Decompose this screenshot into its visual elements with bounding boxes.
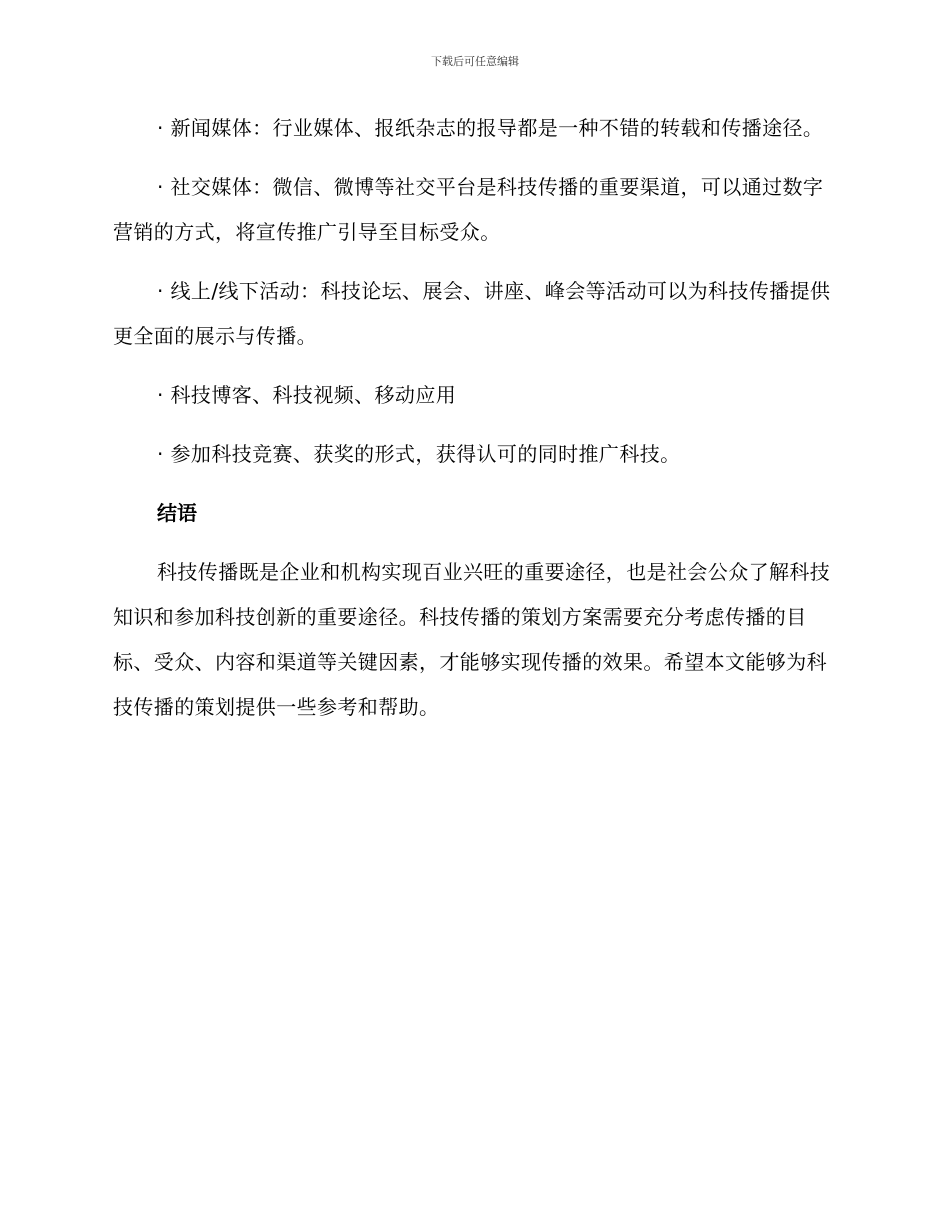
bullet-blogs-videos-apps: · 科技博客、科技视频、移动应用	[157, 383, 457, 407]
conclusion-paragraph: 科技传播既是企业和机构实现百业兴旺的重要途径，也是社会公众了解科技知识和参加科技创新的重要途径。科技传播的策划方案需要充分考虑传播的目标、受众、内容和渠道等关键因素，才能够实现传播的效果。希望本文能够为科技传播的策划提供一些参考和帮助。	[113, 560, 831, 719]
section-heading-conclusion: 结语	[157, 501, 197, 525]
page-header: 下载后可任意编辑	[431, 55, 519, 68]
bullet-online-offline-events: · 线上/线下活动：科技论坛、展会、讲座、峰会等活动可以为科技传播提供更全面的展示与传播。	[113, 279, 831, 348]
document-body	[113, 106, 831, 744]
bullet-news-media: · 新闻媒体：行业媒体、报纸杂志的报导都是一种不错的转载和传播途径。	[157, 116, 824, 140]
bullet-competitions-awards: · 参加科技竞赛、获奖的形式，获得认可的同时推广科技。	[157, 442, 681, 466]
bullet-social-media: · 社交媒体：微信、微博等社交平台是科技传播的重要渠道，可以通过数字营销的方式，将宣传推广引导至目标受众。	[113, 175, 824, 244]
